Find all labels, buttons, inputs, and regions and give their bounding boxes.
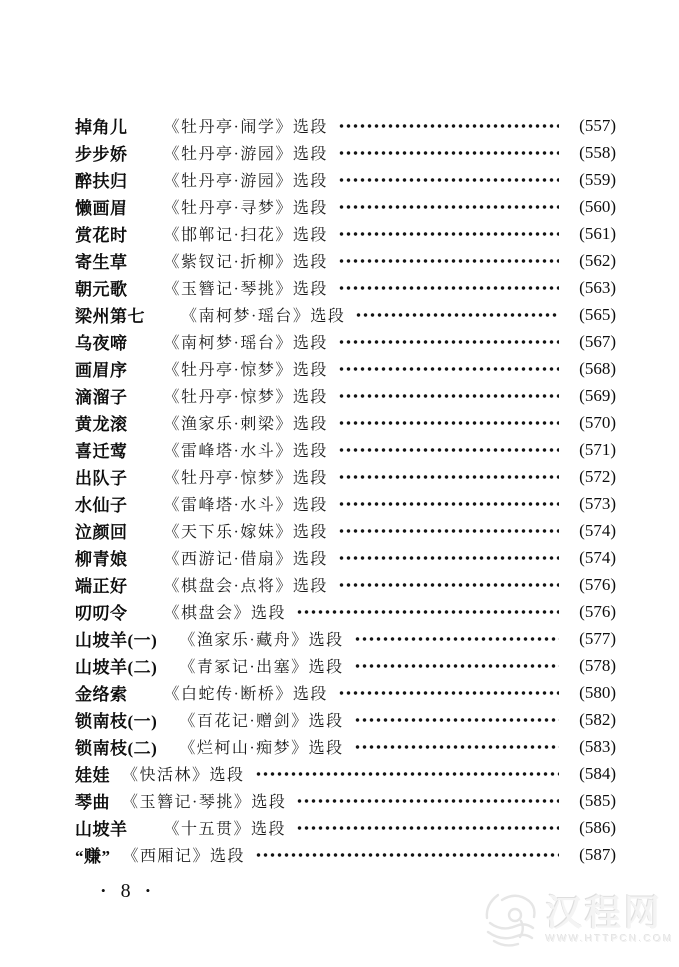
toc-entry-source: 《南柯梦·瑶台》选段 <box>181 308 346 325</box>
toc-entry-page-number: (582) <box>579 709 616 729</box>
toc-entry-title: 金络索 <box>75 685 128 704</box>
toc-entry-row <box>75 328 616 355</box>
toc-entry-page-number: (572) <box>579 466 616 486</box>
toc-entry-source: 《牡丹亭·惊梦》选段 <box>163 389 328 406</box>
toc-entry-page-number: (558) <box>579 142 616 162</box>
toc-entry-source: 《牡丹亭·游园》选段 <box>163 173 328 190</box>
toc-entry-title: 叨叨令 <box>75 604 128 623</box>
toc-entry-row <box>75 463 616 490</box>
toc-entry-title: 喜迁莺 <box>75 442 128 461</box>
toc-entry-source: 《牡丹亭·惊梦》选段 <box>163 470 328 487</box>
toc-entry-row <box>75 274 616 301</box>
toc-entry-row <box>75 544 616 571</box>
toc-entry-source: 《南柯梦·瑶台》选段 <box>163 335 328 352</box>
dot-leader <box>338 554 559 562</box>
toc-entry-page-number: (584) <box>579 763 616 783</box>
toc-entry-page-number: (571) <box>579 439 616 459</box>
folio-number: 8 <box>120 880 131 902</box>
dot-leader <box>255 851 559 859</box>
toc-entry-row <box>75 139 616 166</box>
toc-entry-title: 画眉序 <box>75 361 128 380</box>
toc-entry-title: 滴溜子 <box>75 388 128 407</box>
toc-entry-source: 《牡丹亭·惊梦》选段 <box>163 362 328 379</box>
dot-leader <box>354 662 559 670</box>
toc-entry-page-number: (563) <box>579 277 616 297</box>
toc-entry-page-number: (585) <box>579 790 616 810</box>
dot-leader <box>296 608 559 616</box>
toc-entry-title: 山坡羊(二) <box>75 658 158 677</box>
toc-entry-row <box>75 517 616 544</box>
toc-entry-title: 锁南枝(一) <box>75 712 158 731</box>
toc-entry-page-number: (565) <box>579 304 616 324</box>
toc-entry-title: 赏花时 <box>75 226 128 245</box>
toc-entry-source: 《快活林》选段 <box>122 767 245 784</box>
toc-entry-page-number: (583) <box>579 736 616 756</box>
toc-entry-source: 《渔家乐·刺梁》选段 <box>163 416 328 433</box>
folio-right-dot: • <box>145 883 151 898</box>
dot-leader <box>338 176 559 184</box>
toc-entry-row <box>75 841 616 868</box>
toc-entry-title: 山坡羊(一) <box>75 631 158 650</box>
toc-entry-source: 《雷峰塔·水斗》选段 <box>163 497 328 514</box>
toc-entry-row <box>75 112 616 139</box>
toc-entry-row <box>75 652 616 679</box>
toc-entry-row <box>75 733 616 760</box>
toc-list <box>75 112 616 868</box>
toc-entry-title: 山坡羊 <box>75 820 128 839</box>
toc-entry-title: 出队子 <box>75 469 128 488</box>
dot-leader <box>338 122 559 130</box>
toc-entry-title: 掉角儿 <box>75 118 128 137</box>
toc-entry-source: 《天下乐·嫁妹》选段 <box>163 524 328 541</box>
toc-entry-row <box>75 490 616 517</box>
toc-entry-title: 黄龙滚 <box>75 415 128 434</box>
toc-entry-page-number: (586) <box>579 817 616 837</box>
dot-leader <box>255 770 559 778</box>
toc-entry-page-number: (567) <box>579 331 616 351</box>
dot-leader <box>338 419 559 427</box>
toc-entry-row <box>75 409 616 436</box>
watermark-site-url: WWW.HTTPCN.COM <box>546 934 675 945</box>
toc-entry-title: 醉扶归 <box>75 172 128 191</box>
toc-entry-row <box>75 760 616 787</box>
dot-leader <box>354 743 559 751</box>
toc-entry-source: 《棋盘会·点将》选段 <box>163 578 328 595</box>
dot-leader <box>355 311 559 319</box>
toc-entry-page-number: (559) <box>579 169 616 189</box>
toc-entry-title: 娃娃 <box>75 766 110 785</box>
toc-entry-source: 《牡丹亭·游园》选段 <box>163 146 328 163</box>
toc-entry-source: 《雷峰塔·水斗》选段 <box>163 443 328 460</box>
toc-entry-row <box>75 166 616 193</box>
toc-entry-title: 琴曲 <box>75 793 110 812</box>
toc-entry-row <box>75 193 616 220</box>
toc-entry-page-number: (576) <box>579 574 616 594</box>
dot-leader <box>338 257 559 265</box>
toc-entry-page-number: (574) <box>579 520 616 540</box>
toc-entry-row <box>75 787 616 814</box>
dot-leader <box>338 392 559 400</box>
toc-entry-row <box>75 814 616 841</box>
toc-entry-page-number: (587) <box>579 844 616 864</box>
toc-entry-source: 《青冢记·出塞》选段 <box>179 659 344 676</box>
toc-entry-source: 《牡丹亭·寻梦》选段 <box>163 200 328 217</box>
toc-entry-source: 《烂柯山·痴梦》选段 <box>179 740 344 757</box>
toc-entry-source: 《渔家乐·藏舟》选段 <box>179 632 344 649</box>
dot-leader <box>338 527 559 535</box>
toc-entry-title: 步步娇 <box>75 145 128 164</box>
dot-leader <box>338 581 559 589</box>
toc-entry-source: 《邯郸记·扫花》选段 <box>163 227 328 244</box>
toc-entry-title: 锁南枝(二) <box>75 739 158 758</box>
dot-leader <box>338 689 559 697</box>
toc-entry-row <box>75 679 616 706</box>
dot-leader <box>296 797 559 805</box>
toc-entry-row <box>75 436 616 463</box>
toc-entry-title: 朝元歌 <box>75 280 128 299</box>
dot-leader <box>338 338 559 346</box>
dot-leader <box>338 230 559 238</box>
toc-entry-title: 懒画眉 <box>75 199 128 218</box>
toc-entry-page-number: (557) <box>579 115 616 135</box>
toc-entry-source: 《牡丹亭·闹学》选段 <box>163 119 328 136</box>
dot-leader <box>354 716 559 724</box>
watermark-text <box>546 893 674 945</box>
toc-entry-row <box>75 625 616 652</box>
toc-entry-row <box>75 355 616 382</box>
toc-entry-source: 《玉簪记·琴挑》选段 <box>122 794 287 811</box>
toc-entry-page-number: (570) <box>579 412 616 432</box>
toc-entry-page-number: (573) <box>579 493 616 513</box>
toc-entry-page-number: (577) <box>579 628 616 648</box>
dot-leader <box>338 473 559 481</box>
toc-entry-source: 《紫钗记·折柳》选段 <box>163 254 328 271</box>
toc-entry-page-number: (562) <box>579 250 616 270</box>
watermark-site-name: 汉程网 <box>546 892 664 933</box>
toc-entry-source: 《百花记·赠剑》选段 <box>179 713 344 730</box>
dot-leader <box>338 500 559 508</box>
httpcn-logo-icon <box>478 888 544 954</box>
toc-entry-page-number: (576) <box>579 601 616 621</box>
toc-entry-title: 端正好 <box>75 577 128 596</box>
toc-entry-row <box>75 571 616 598</box>
toc-entry-source: 《十五贯》选段 <box>163 821 287 838</box>
dot-leader <box>338 203 559 211</box>
toc-entry-page-number: (560) <box>579 196 616 216</box>
toc-entry-row <box>75 247 616 274</box>
toc-entry-title: 水仙子 <box>75 496 128 515</box>
toc-entry-title: 泣颜回 <box>75 523 128 542</box>
toc-entry-page-number: (578) <box>579 655 616 675</box>
toc-entry-page-number: (574) <box>579 547 616 567</box>
toc-entry-row <box>75 220 616 247</box>
toc-entry-row <box>75 301 616 328</box>
toc-entry-title: 寄生草 <box>75 253 128 272</box>
toc-entry-title: 柳青娘 <box>75 550 128 569</box>
toc-entry-source: 《棋盘会》选段 <box>163 605 287 622</box>
toc-entry-page-number: (561) <box>579 223 616 243</box>
toc-entry-title: 梁州第七 <box>75 307 145 326</box>
toc-entry-row <box>75 706 616 733</box>
dot-leader <box>296 824 559 832</box>
toc-entry-source: 《西游记·借扇》选段 <box>163 551 328 568</box>
dot-leader <box>338 149 559 157</box>
toc-entry-row <box>75 598 616 625</box>
folio-left-dot: • <box>101 883 106 898</box>
dot-leader <box>338 446 559 454</box>
dot-leader <box>354 635 559 643</box>
watermark <box>478 878 673 960</box>
toc-entry-title: “赚” <box>75 847 111 866</box>
dot-leader <box>338 365 559 373</box>
toc-entry-source: 《玉簪记·琴挑》选段 <box>163 281 328 298</box>
toc-entry-page-number: (568) <box>579 358 616 378</box>
toc-entry-source: 《白蛇传·断桥》选段 <box>163 686 328 703</box>
toc-entry-page-number: (569) <box>579 385 616 405</box>
toc-entry-row <box>75 382 616 409</box>
toc-entry-title: 乌夜啼 <box>75 334 128 353</box>
toc-entry-page-number: (580) <box>579 682 616 702</box>
folio-page-number <box>101 880 150 902</box>
dot-leader <box>338 284 559 292</box>
toc-entry-source: 《西厢记》选段 <box>122 848 246 865</box>
